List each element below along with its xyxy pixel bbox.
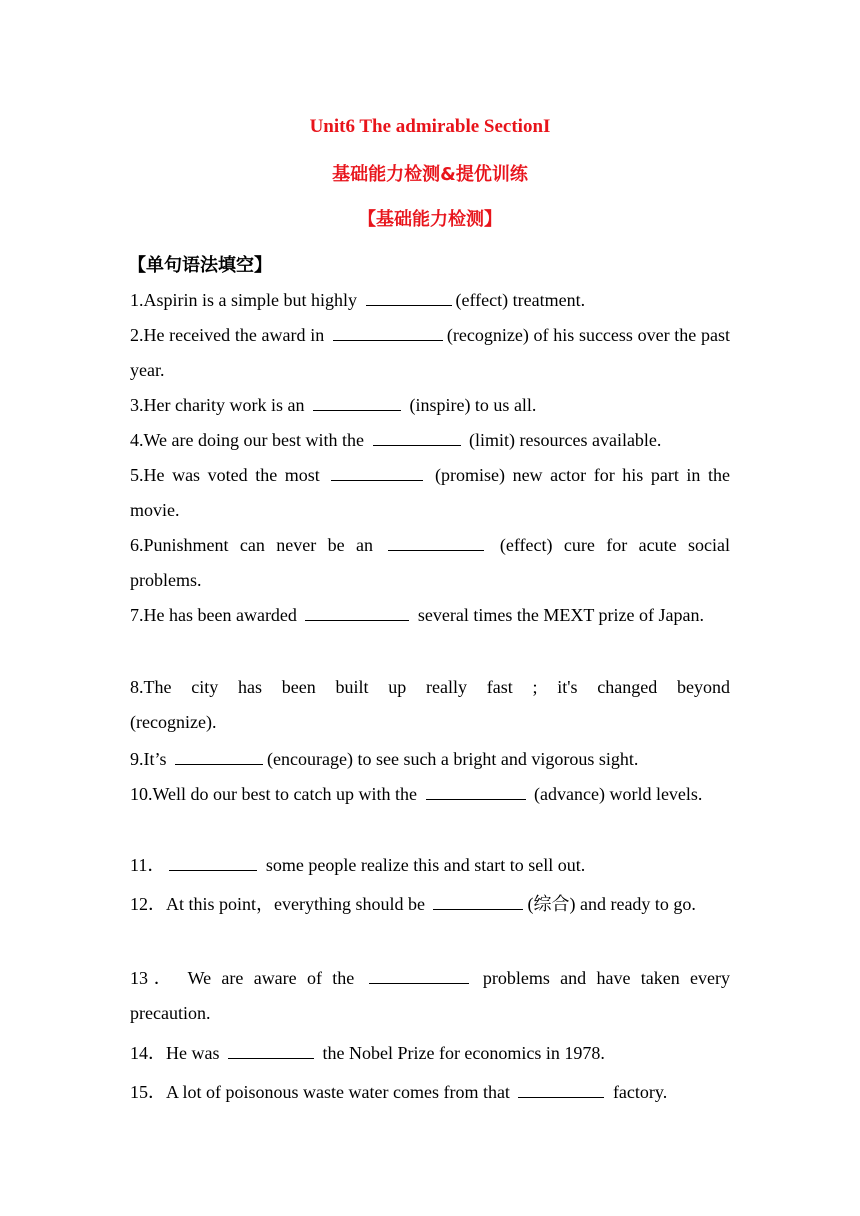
question-1: 1.Aspirin is a simple but highly (effect) treatment.: [130, 283, 730, 318]
answer-blank-14[interactable]: [228, 1039, 314, 1059]
question-14: 14．He was the Nobel Prize for economics in 1978.: [130, 1036, 730, 1071]
question-12: 12．At this point，everything should be (综合) and ready to go.: [130, 887, 730, 922]
answer-blank-11[interactable]: [169, 851, 257, 871]
question-7: 7.He has been awarded several times the MEXT prize of Japan.: [130, 598, 730, 633]
answer-blank-5[interactable]: [331, 461, 423, 481]
question-6: 6.Punishment can never be an (effect) cure for acute social problems.: [130, 528, 730, 598]
question-10: 10.Well do our best to catch up with the (advance) world levels.: [130, 777, 730, 812]
answer-blank-10[interactable]: [426, 780, 526, 800]
question-9: 9.It’s (encourage) to see such a bright and vigorous sight.: [130, 742, 730, 777]
question-15: 15．A lot of poisonous waste water comes from that factory.: [130, 1075, 730, 1110]
answer-blank-7[interactable]: [305, 601, 409, 621]
answer-blank-3[interactable]: [313, 391, 401, 411]
document-title: Unit6 The admirable SectionI: [309, 116, 551, 137]
question-3: 3.Her charity work is an (inspire) to us all.: [130, 388, 730, 423]
answer-blank-1[interactable]: [366, 286, 452, 306]
exercise-heading: 【单句语法填空】: [128, 255, 272, 276]
question-11: 11． some people realize this and start to sell out.: [130, 848, 730, 883]
answer-blank-15[interactable]: [518, 1078, 604, 1098]
answer-blank-6[interactable]: [388, 531, 484, 551]
answer-blank-2[interactable]: [333, 321, 443, 341]
question-4: 4.We are doing our best with the (limit) resources available.: [130, 423, 730, 458]
question-13: 13． We are aware of the problems and have taken every precaution.: [130, 961, 730, 1031]
question-5: 5.He was voted the most (promise) new actor for his part in the movie.: [130, 458, 730, 528]
question-2: 2.He received the award in (recognize) of his success over the past year.: [130, 318, 730, 388]
section-title: 【基础能力检测】: [358, 209, 502, 230]
answer-blank-13[interactable]: [369, 964, 469, 984]
question-8: 8.The city has been built up really fast ; it's changed beyond (recognize).: [130, 677, 730, 732]
answer-blank-4[interactable]: [373, 426, 461, 446]
answer-blank-9[interactable]: [175, 745, 263, 765]
document-subtitle: 基础能力检测&提优训练: [332, 164, 528, 185]
answer-blank-12[interactable]: [433, 890, 523, 910]
